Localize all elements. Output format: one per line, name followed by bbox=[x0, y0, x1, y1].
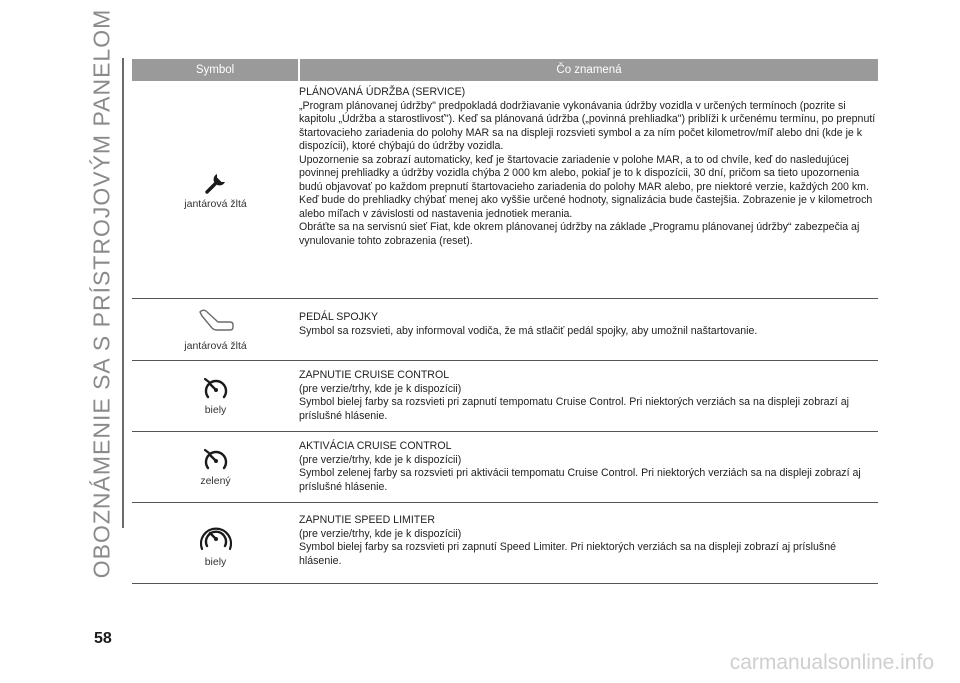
symbol-color-label: biely bbox=[204, 556, 227, 568]
row-title: PLÁNOVANÁ ÚDRŽBA (SERVICE) bbox=[299, 86, 466, 98]
table-row bbox=[132, 503, 878, 584]
symbol-color-label: jantárová žltá bbox=[184, 197, 247, 210]
side-divider bbox=[122, 58, 124, 528]
row-text: (pre verzie/trhy, kde je k dispozícii) bbox=[299, 527, 462, 540]
meaning-cell bbox=[299, 503, 878, 584]
symbol-cell bbox=[132, 361, 299, 432]
header-symbol: Symbol bbox=[132, 59, 299, 81]
page-number: 58 bbox=[94, 630, 112, 647]
row-text: (pre verzie/trhy, kde je k dispozícii) bbox=[299, 453, 462, 466]
row-title: ZAPNUTIE CRUISE CONTROL bbox=[299, 369, 450, 381]
row-text: Symbol bielej farby sa rozsvieti pri zapnutí Speed Limiter. Pri niektorých verziách sa na displeji zobrazí aj príslušné hlásenie. bbox=[299, 541, 836, 567]
symbol-cell bbox=[132, 81, 299, 299]
table-row bbox=[132, 432, 878, 503]
cruise-control-active-icon bbox=[201, 447, 231, 473]
table-header-row bbox=[132, 59, 878, 81]
symbol-cell bbox=[132, 503, 299, 584]
row-text: Symbol bielej farby sa rozsvieti pri zapnutí tempomatu Cruise Control. Pri niektorých verziách sa na displeji zobrazí aj príslušné hlásenie. bbox=[299, 396, 849, 422]
chapter-side-title bbox=[82, 8, 122, 578]
meaning-cell bbox=[299, 299, 878, 361]
symbol-color-label: zelený bbox=[200, 475, 231, 487]
table-row bbox=[132, 81, 878, 299]
row-title: PEDÁL SPOJKY bbox=[299, 311, 379, 323]
meaning-cell bbox=[299, 432, 878, 503]
symbol-color-label: jantárová žltá bbox=[184, 339, 247, 352]
speed-limiter-icon bbox=[196, 518, 236, 554]
row-text: Symbol sa rozsvieti, aby informoval vodiča, že má stlačiť pedál spojky, aby umožnil naštartovanie. bbox=[299, 324, 758, 337]
chapter-title-text: OBOZNÁMENIE SA S PRÍSTROJOVÝM PANELOM bbox=[88, 8, 115, 578]
table-row bbox=[132, 361, 878, 432]
symbol-table bbox=[132, 59, 878, 584]
row-title: ZAPNUTIE SPEED LIMITER bbox=[299, 514, 435, 526]
wrench-icon bbox=[203, 170, 229, 196]
row-title: AKTIVÁCIA CRUISE CONTROL bbox=[299, 440, 452, 452]
symbol-cell bbox=[132, 432, 299, 503]
row-text: Upozornenie sa zobrazí automaticky, keď je štartovacie zariadenie v polohe MAR, a to od chvíle, keď do nasledujúcej povinnej prehliadky a údržby vozidla chýba 2 000 km alebo, pokiaľ je to k dispozícii, 30 dní, pričom sa tieto upozornenia budú objavovať po každom prepnutí štartovacieho zariadenia do polohy MAR alebo, pre niektoré verzie, každých 200 km. Keď bude do prehliadky chýbať menej ako vyššie určené hodnoty, signalizácia bude častejšia. Zobrazenie je v kilometroch alebo míľach v závislosti od nastavenia jednotiek merania. bbox=[299, 153, 873, 220]
row-text: (pre verzie/trhy, kde je k dispozícii) bbox=[299, 382, 462, 395]
meaning-cell bbox=[299, 361, 878, 432]
row-text: „Program plánovanej údržby" predpokladá dodržiavanie vykonávania údržby vozidla v určených termínoch (pozrite si kapitolu „Údržba a starostlivosť"). Keď sa plánovaná údržba („povinná prehliadka") priblíži k určenému termínu, po prepnutí štartovacieho zariadenia do polohy MAR sa na displeji rozsvieti symbol a za ním počet kilometrov/míľ alebo dni (kde je k dispozícii), ktoré chýbajú do údržby vozidla. bbox=[299, 99, 876, 152]
cruise-control-icon bbox=[201, 376, 231, 402]
symbol-color-label: biely bbox=[204, 404, 227, 416]
row-text: Symbol zelenej farby sa rozsvieti pri aktivácii tempomatu Cruise Control. Pri niektorých verziách sa na displeji zobrazí aj príslušné hlásenie. bbox=[299, 467, 861, 493]
header-meaning: Čo znamená bbox=[299, 59, 878, 81]
meaning-cell bbox=[299, 81, 878, 299]
clutch-pedal-icon bbox=[196, 308, 236, 338]
watermark: carmanualsonline.info bbox=[729, 651, 934, 674]
table-row bbox=[132, 299, 878, 361]
symbol-cell bbox=[132, 299, 299, 361]
row-text: Obráťte sa na servisnú sieť Fiat, kde okrem plánovanej údržby na základe „Programu plánovanej údržby“ zabezpečia aj vynulovanie tohto zobrazenia (reset). bbox=[299, 221, 860, 247]
